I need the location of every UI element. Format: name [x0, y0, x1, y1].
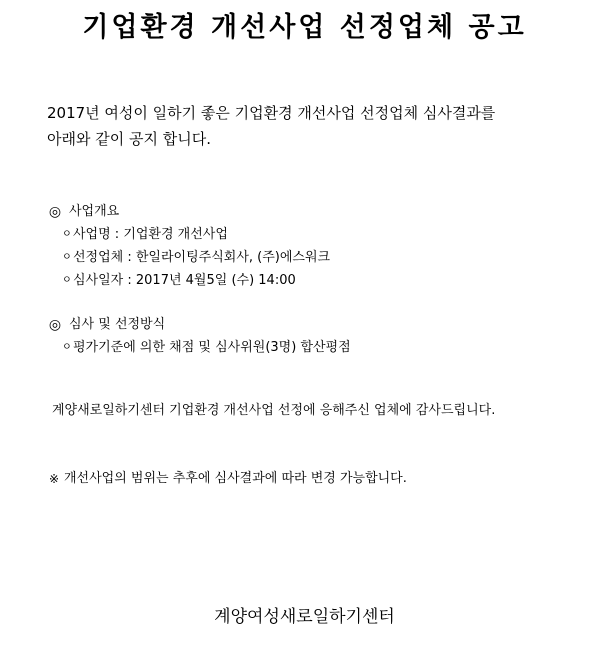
list-item-text: 평가기준에 의한 채점 및 심사위원(3명) 합산평점 [73, 340, 351, 355]
section-heading [47, 201, 587, 223]
section-heading-text: 사업개요 [69, 204, 120, 219]
intro-line: 아래와 같이 공지 합니다. [47, 130, 211, 148]
section-business-overview [47, 201, 587, 292]
intro-paragraph [47, 100, 577, 152]
small-circle-bullet-icon: ㅇ [62, 252, 72, 263]
list-item-text: 심사일자 : 2017년 4월5일 (수) 14:00 [73, 273, 296, 288]
small-circle-bullet-icon: ㅇ [62, 342, 72, 353]
list-item [47, 269, 587, 292]
intro-line: 2017년 여성이 일하기 좋은 기업환경 개선사업 선정업체 심사결과를 [47, 104, 496, 122]
reference-mark-icon: ※ [48, 472, 60, 486]
list-item [47, 246, 587, 269]
note [47, 468, 407, 490]
section-evaluation-method [47, 314, 587, 359]
thanks-message: 계양새로일하기센터 기업환경 개선사업 선정에 응해주신 업체에 감사드립니다. [52, 403, 496, 418]
list-item [47, 223, 587, 246]
note-text: 개선사업의 범위는 추후에 심사결과에 따라 변경 가능합니다. [64, 471, 407, 486]
small-circle-bullet-icon: ㅇ [62, 275, 72, 286]
issuer-name: 계양여성새로일하기센터 [214, 607, 395, 627]
list-item-text: 선정업체 : 한일라이팅주식회사, (주)에스워크 [73, 250, 331, 265]
list-item-text: 사업명 : 기업환경 개선사업 [73, 227, 228, 242]
section-heading [47, 314, 587, 336]
page-title: 기업환경 개선사업 선정업체 공고 [82, 12, 527, 43]
small-circle-bullet-icon: ㅇ [62, 229, 72, 240]
list-item [47, 336, 587, 359]
double-circle-icon: ◎ [48, 204, 62, 220]
section-heading-text: 심사 및 선정방식 [69, 317, 166, 332]
double-circle-icon: ◎ [48, 317, 62, 333]
